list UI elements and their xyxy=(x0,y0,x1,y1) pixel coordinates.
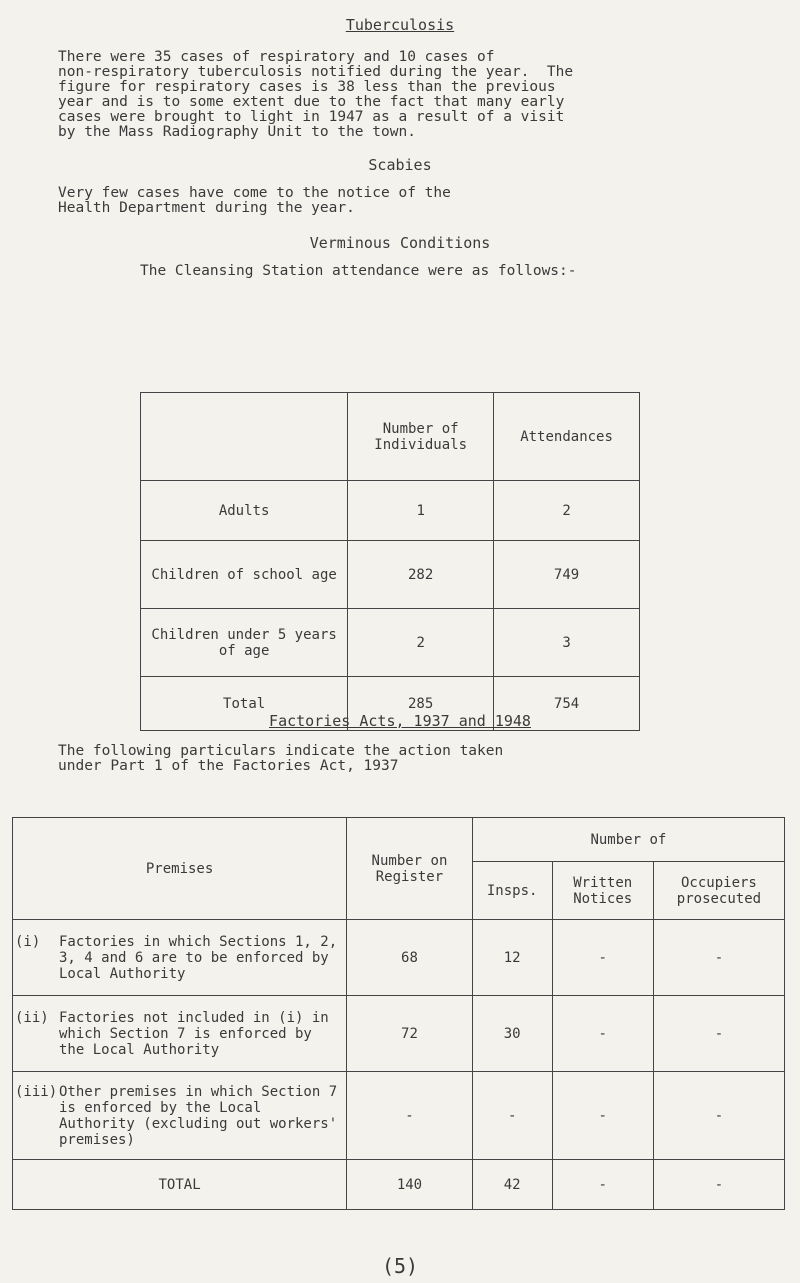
row-numeral: (ii) xyxy=(15,1009,49,1026)
row-total-insps: 42 xyxy=(472,1160,552,1210)
header-premises: Premises xyxy=(13,818,347,920)
row-individuals: 282 xyxy=(348,541,494,609)
header-written: Written Notices xyxy=(552,862,653,920)
row-attendances: 3 xyxy=(494,609,640,677)
row-label: Adults xyxy=(141,481,348,541)
factories-intro: The following particulars indicate the action taken under Part 1 of the Factories Act, 1937 xyxy=(58,743,504,774)
row-written: - xyxy=(552,996,653,1072)
row-register: - xyxy=(347,1072,473,1160)
row-attendances: 754 xyxy=(494,677,640,731)
row-individuals: 1 xyxy=(348,481,494,541)
tuberculosis-heading: Tuberculosis xyxy=(345,16,455,34)
table-header-blank xyxy=(141,393,348,481)
row-insps: 30 xyxy=(472,996,552,1072)
header-number-of: Number of xyxy=(472,818,784,862)
row-individuals: 2 xyxy=(348,609,494,677)
row-attendances: 749 xyxy=(494,541,640,609)
row-label: Other premises in which Section 7 is enforced by the Local Authority (excluding out workers' premises) xyxy=(59,1083,338,1148)
header-occupiers: Occupiers prosecuted xyxy=(653,862,784,920)
table-row xyxy=(141,481,640,541)
table-header-individuals: Number of Individuals xyxy=(348,393,494,481)
table-row xyxy=(13,996,785,1072)
header-register: Number on Register xyxy=(347,818,473,920)
cleansing-station-table xyxy=(140,392,640,731)
row-label: Total xyxy=(141,677,348,731)
row-written: - xyxy=(552,1072,653,1160)
page-number: (5) xyxy=(381,1254,419,1278)
table-row xyxy=(13,920,785,996)
tuberculosis-paragraph: There were 35 cases of respiratory and 10 cases of non-respiratory tuberculosis notified during the year. The figure for respiratory cases is 38 less than the previous year and is to some extent due to the fact that many early cases were brought to light in 1947 as a result of a visit by the Mass Radiography Unit to the town. xyxy=(58,49,574,140)
row-numeral: (i) xyxy=(15,933,41,950)
row-insps: 12 xyxy=(472,920,552,996)
factories-heading: Factories Acts, 1937 and 1948 xyxy=(269,712,531,730)
scabies-paragraph: Very few cases have come to the notice of the Health Department during the year. xyxy=(58,185,451,216)
row-total-register: 140 xyxy=(347,1160,473,1210)
row-occupiers: - xyxy=(653,996,784,1072)
row-register: 68 xyxy=(347,920,473,996)
table-row xyxy=(141,541,640,609)
scabies-heading: Scabies xyxy=(368,156,432,174)
row-register: 72 xyxy=(347,996,473,1072)
verminous-intro: The Cleansing Station attendance were as follows:- xyxy=(140,263,577,279)
row-attendances: 2 xyxy=(494,481,640,541)
table-row xyxy=(13,1072,785,1160)
table-row-total xyxy=(13,1160,785,1210)
row-occupiers: - xyxy=(653,1072,784,1160)
row-label: Factories not included in (i) in which Section 7 is enforced by the Local Authority xyxy=(59,1009,329,1058)
row-individuals: 285 xyxy=(348,677,494,731)
row-label: Factories in which Sections 1, 2, 3, 4 and 6 are to be enforced by Local Authority xyxy=(59,933,338,982)
table-row xyxy=(141,609,640,677)
row-total-label: TOTAL xyxy=(13,1160,347,1210)
factories-table xyxy=(12,817,785,1210)
row-label: Children under 5 years of age xyxy=(141,609,348,677)
header-insps: Insps. xyxy=(472,862,552,920)
row-insps: - xyxy=(472,1072,552,1160)
row-numeral: (iii) xyxy=(15,1083,58,1100)
row-total-occupiers: - xyxy=(653,1160,784,1210)
verminous-heading: Verminous Conditions xyxy=(309,234,491,252)
row-total-written: - xyxy=(552,1160,653,1210)
row-occupiers: - xyxy=(653,920,784,996)
row-written: - xyxy=(552,920,653,996)
table-header-attendances: Attendances xyxy=(494,393,640,481)
row-label: Children of school age xyxy=(141,541,348,609)
